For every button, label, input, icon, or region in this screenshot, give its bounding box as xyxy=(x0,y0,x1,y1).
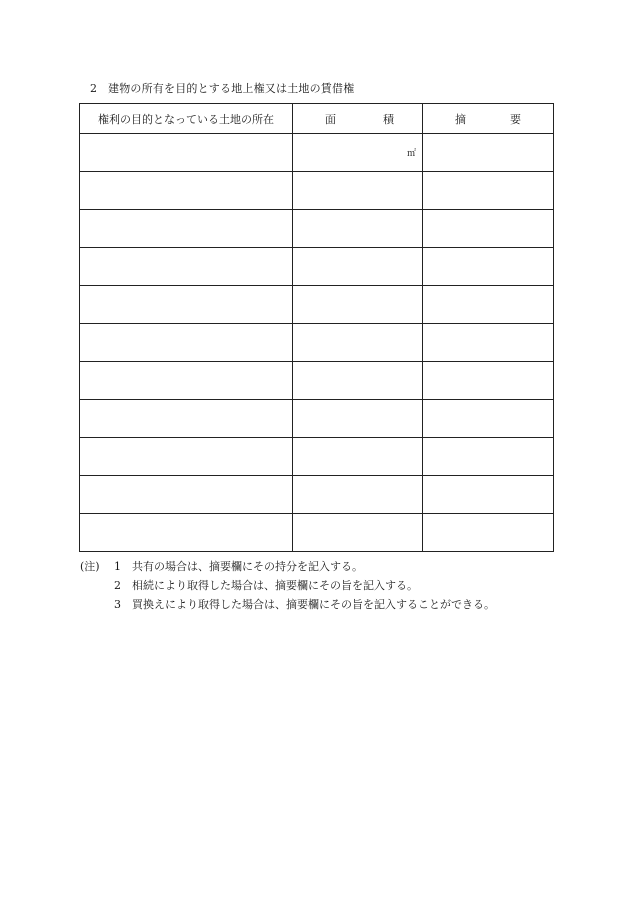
location-cell[interactable] xyxy=(80,514,293,552)
note-text: 共有の場合は、摘要欄にその持分を記入する。 xyxy=(132,560,363,573)
location-cell[interactable] xyxy=(80,172,293,210)
location-cell[interactable] xyxy=(80,362,293,400)
remarks-cell[interactable] xyxy=(423,400,554,438)
header-remarks-char-2: 要 xyxy=(510,112,521,126)
remarks-cell[interactable] xyxy=(423,172,554,210)
table-row xyxy=(80,438,554,476)
header-remarks-char-1: 摘 xyxy=(455,112,466,126)
area-cell[interactable] xyxy=(293,210,423,248)
table-row xyxy=(80,210,554,248)
area-cell[interactable] xyxy=(293,362,423,400)
note-number: 3 xyxy=(114,598,121,611)
area-cell[interactable] xyxy=(293,476,423,514)
area-unit: ㎡ xyxy=(406,149,416,159)
note-text: 相続により取得した場合は、摘要欄にその旨を記入する。 xyxy=(132,579,418,592)
location-cell[interactable] xyxy=(80,438,293,476)
land-rights-table xyxy=(79,103,554,552)
remarks-cell[interactable] xyxy=(423,514,554,552)
location-cell[interactable] xyxy=(80,210,293,248)
section-title-text: 建物の所有を目的とする地上権又は土地の賃借権 xyxy=(108,82,355,95)
note-number: 2 xyxy=(114,579,121,592)
remarks-cell[interactable] xyxy=(423,248,554,286)
area-cell[interactable] xyxy=(293,324,423,362)
notes-label: (注) xyxy=(80,560,100,573)
table-row xyxy=(80,324,554,362)
note-item xyxy=(80,557,495,576)
area-cell[interactable] xyxy=(293,172,423,210)
note-item xyxy=(80,595,495,614)
area-cell[interactable] xyxy=(293,514,423,552)
location-cell[interactable] xyxy=(80,286,293,324)
remarks-cell[interactable] xyxy=(423,210,554,248)
header-location xyxy=(80,104,293,134)
remarks-cell[interactable] xyxy=(423,324,554,362)
table-row xyxy=(80,514,554,552)
header-area-char-1: 面 xyxy=(325,112,336,126)
table-row xyxy=(80,134,554,172)
table-row xyxy=(80,400,554,438)
area-cell[interactable] xyxy=(293,400,423,438)
table-row xyxy=(80,286,554,324)
location-cell[interactable] xyxy=(80,248,293,286)
header-area-char-2: 積 xyxy=(383,112,394,126)
notes-section xyxy=(80,557,495,614)
remarks-cell[interactable] xyxy=(423,286,554,324)
remarks-cell[interactable] xyxy=(423,134,554,172)
note-number: 1 xyxy=(114,560,121,573)
header-remarks xyxy=(423,104,554,134)
table-header-row xyxy=(80,104,554,134)
header-area xyxy=(293,104,423,134)
remarks-cell[interactable] xyxy=(423,362,554,400)
header-location-label: 権利の目的となっている土地の所在 xyxy=(98,112,274,126)
section-number: 2 xyxy=(90,82,98,95)
area-cell[interactable] xyxy=(293,134,423,172)
table-row xyxy=(80,248,554,286)
table-row xyxy=(80,172,554,210)
area-cell[interactable] xyxy=(293,438,423,476)
note-item xyxy=(80,576,495,595)
location-cell[interactable] xyxy=(80,476,293,514)
table-row xyxy=(80,362,554,400)
table-row xyxy=(80,476,554,514)
location-cell[interactable] xyxy=(80,400,293,438)
remarks-cell[interactable] xyxy=(423,438,554,476)
section-title xyxy=(90,80,354,96)
note-text: 買換えにより取得した場合は、摘要欄にその旨を記入することができる。 xyxy=(132,598,495,611)
remarks-cell[interactable] xyxy=(423,476,554,514)
area-cell[interactable] xyxy=(293,248,423,286)
location-cell[interactable] xyxy=(80,324,293,362)
area-cell[interactable] xyxy=(293,286,423,324)
location-cell[interactable] xyxy=(80,134,293,172)
